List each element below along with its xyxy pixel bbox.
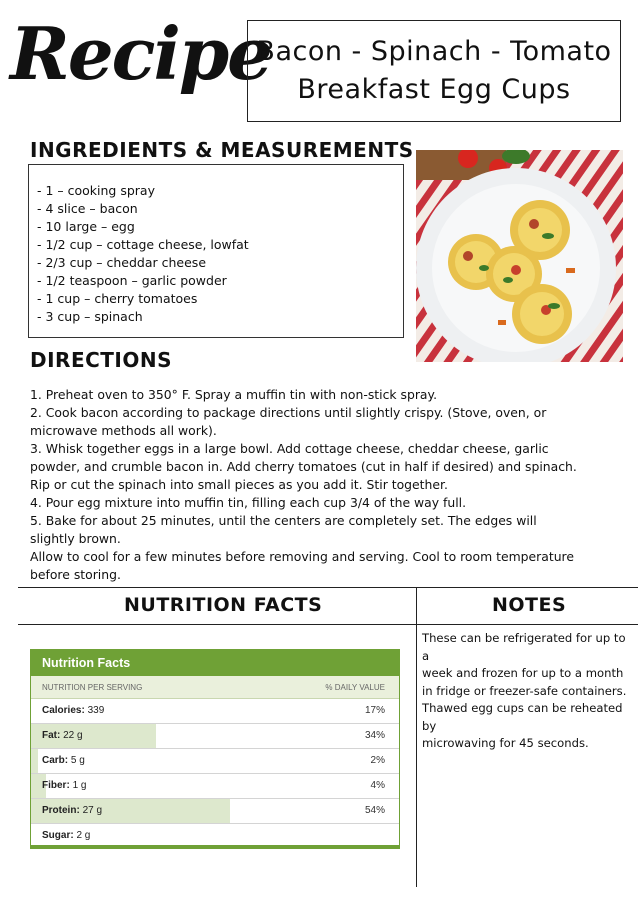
nutrient-value: 2 g: [76, 830, 91, 841]
recipe-logo: Recipe: [10, 11, 271, 96]
direction-line: before storing.: [30, 567, 121, 582]
direction-line: microwave methods all work).: [30, 423, 217, 438]
nutrient-percent: 4%: [370, 780, 385, 791]
nutrition-row: [31, 699, 399, 724]
nutrient-value: 339: [87, 705, 105, 716]
ingredient-item: - 1/2 cup – cottage cheese, lowfat: [37, 237, 249, 252]
nutrient-label: Calories:: [42, 705, 85, 716]
ingredient-item: - 1/2 teaspoon – garlic powder: [37, 273, 227, 288]
nutrition-row: [31, 774, 399, 799]
nutrition-row: [31, 724, 399, 749]
notes-line: week and frozen for up to a month: [422, 666, 624, 680]
direction-line: 3. Whisk together eggs in a large bowl. Add cottage cheese, cheddar cheese, garlic: [30, 441, 549, 456]
nutrition-row: [31, 749, 399, 774]
directions-heading: DIRECTIONS: [30, 348, 173, 372]
recipe-title-line2: Breakfast Egg Cups: [297, 74, 571, 105]
ingredient-item: - 1 cup – cherry tomatoes: [37, 291, 198, 306]
direction-line: powder, and crumble bacon in. Add cherry tomatoes (cut in half if desired) and spinach.: [30, 459, 577, 474]
notes-line: in fridge or freezer-safe containers.: [422, 683, 627, 698]
nutrition-row: [31, 799, 399, 824]
nutrient-label: Fiber:: [42, 780, 70, 791]
nutrition-facts-heading: NUTRITION FACTS: [124, 594, 323, 616]
ingredients-heading: INGREDIENTS & MEASUREMENTS: [30, 138, 414, 162]
nutrient-label: Fat:: [42, 730, 61, 741]
notes-text: [422, 630, 634, 753]
nutrition-table-subheader: [31, 676, 399, 699]
nutrient-percent: 34%: [364, 730, 385, 741]
directions-text: [30, 386, 577, 584]
nutrient-value: 22 g: [63, 730, 83, 741]
direction-line: 5. Bake for about 25 minutes, until the centers are completely set. The edges will: [30, 513, 537, 528]
nutrient-label: Sugar:: [42, 830, 74, 841]
nutrient-value: 5 g: [70, 755, 85, 766]
direction-line: 1. Preheat oven to 350° F. Spray a muffin tin with non-stick spray.: [30, 387, 438, 402]
section-divider-top: [18, 587, 638, 588]
nutrient-percent: 54%: [364, 805, 385, 816]
daily-value-label: % DAILY VALUE: [325, 682, 385, 692]
ingredient-item: - 3 cup – spinach: [37, 309, 143, 324]
notes-line: Thawed egg cups can be reheated by: [422, 701, 623, 733]
daily-value-bar: [31, 749, 38, 773]
nutrition-table-title: Nutrition Facts: [31, 650, 399, 676]
per-serving-label: NUTRITION PER SERVING: [42, 682, 143, 692]
direction-line: 2. Cook bacon according to package directions until slightly crispy. (Stove, oven, or: [30, 405, 547, 420]
section-divider-bottom: [18, 624, 638, 625]
ingredient-item: - 1 – cooking spray: [37, 183, 155, 198]
ingredient-item: - 2/3 cup – cheddar cheese: [37, 255, 207, 270]
notes-line: microwaving for 45 seconds.: [422, 736, 589, 750]
nutrient-percent: 17%: [364, 705, 385, 716]
ingredients-list: [28, 164, 404, 338]
column-divider: [416, 587, 417, 887]
notes-line: These can be refrigerated for up to a: [422, 631, 626, 663]
recipe-title-box: [247, 20, 621, 122]
nutrient-label: Carb:: [42, 755, 69, 766]
egg-cups-photo: [416, 150, 623, 362]
nutrition-row: [31, 824, 399, 848]
direction-line: Rip or cut the spinach into small pieces as you add it. Stir together.: [30, 477, 448, 492]
egg-cups-illustration: [416, 150, 623, 362]
nutrition-facts-table: [30, 649, 400, 849]
recipe-title-line1: Bacon - Spinach - Tomato: [256, 36, 612, 67]
nutrient-percent: 2%: [370, 755, 385, 766]
nutrient-value: 27 g: [82, 805, 103, 816]
ingredient-item: - 4 slice – bacon: [37, 201, 138, 216]
nutrient-value: 1 g: [72, 780, 87, 791]
nutrient-label: Protein:: [42, 805, 80, 816]
notes-heading: NOTES: [492, 594, 567, 616]
direction-line: Allow to cool for a few minutes before removing and serving. Cool to room temperature: [30, 549, 574, 564]
direction-line: slightly brown.: [30, 531, 121, 546]
direction-line: 4. Pour egg mixture into muffin tin, filling each cup 3/4 of the way full.: [30, 495, 467, 510]
ingredient-item: - 10 large – egg: [37, 219, 135, 234]
